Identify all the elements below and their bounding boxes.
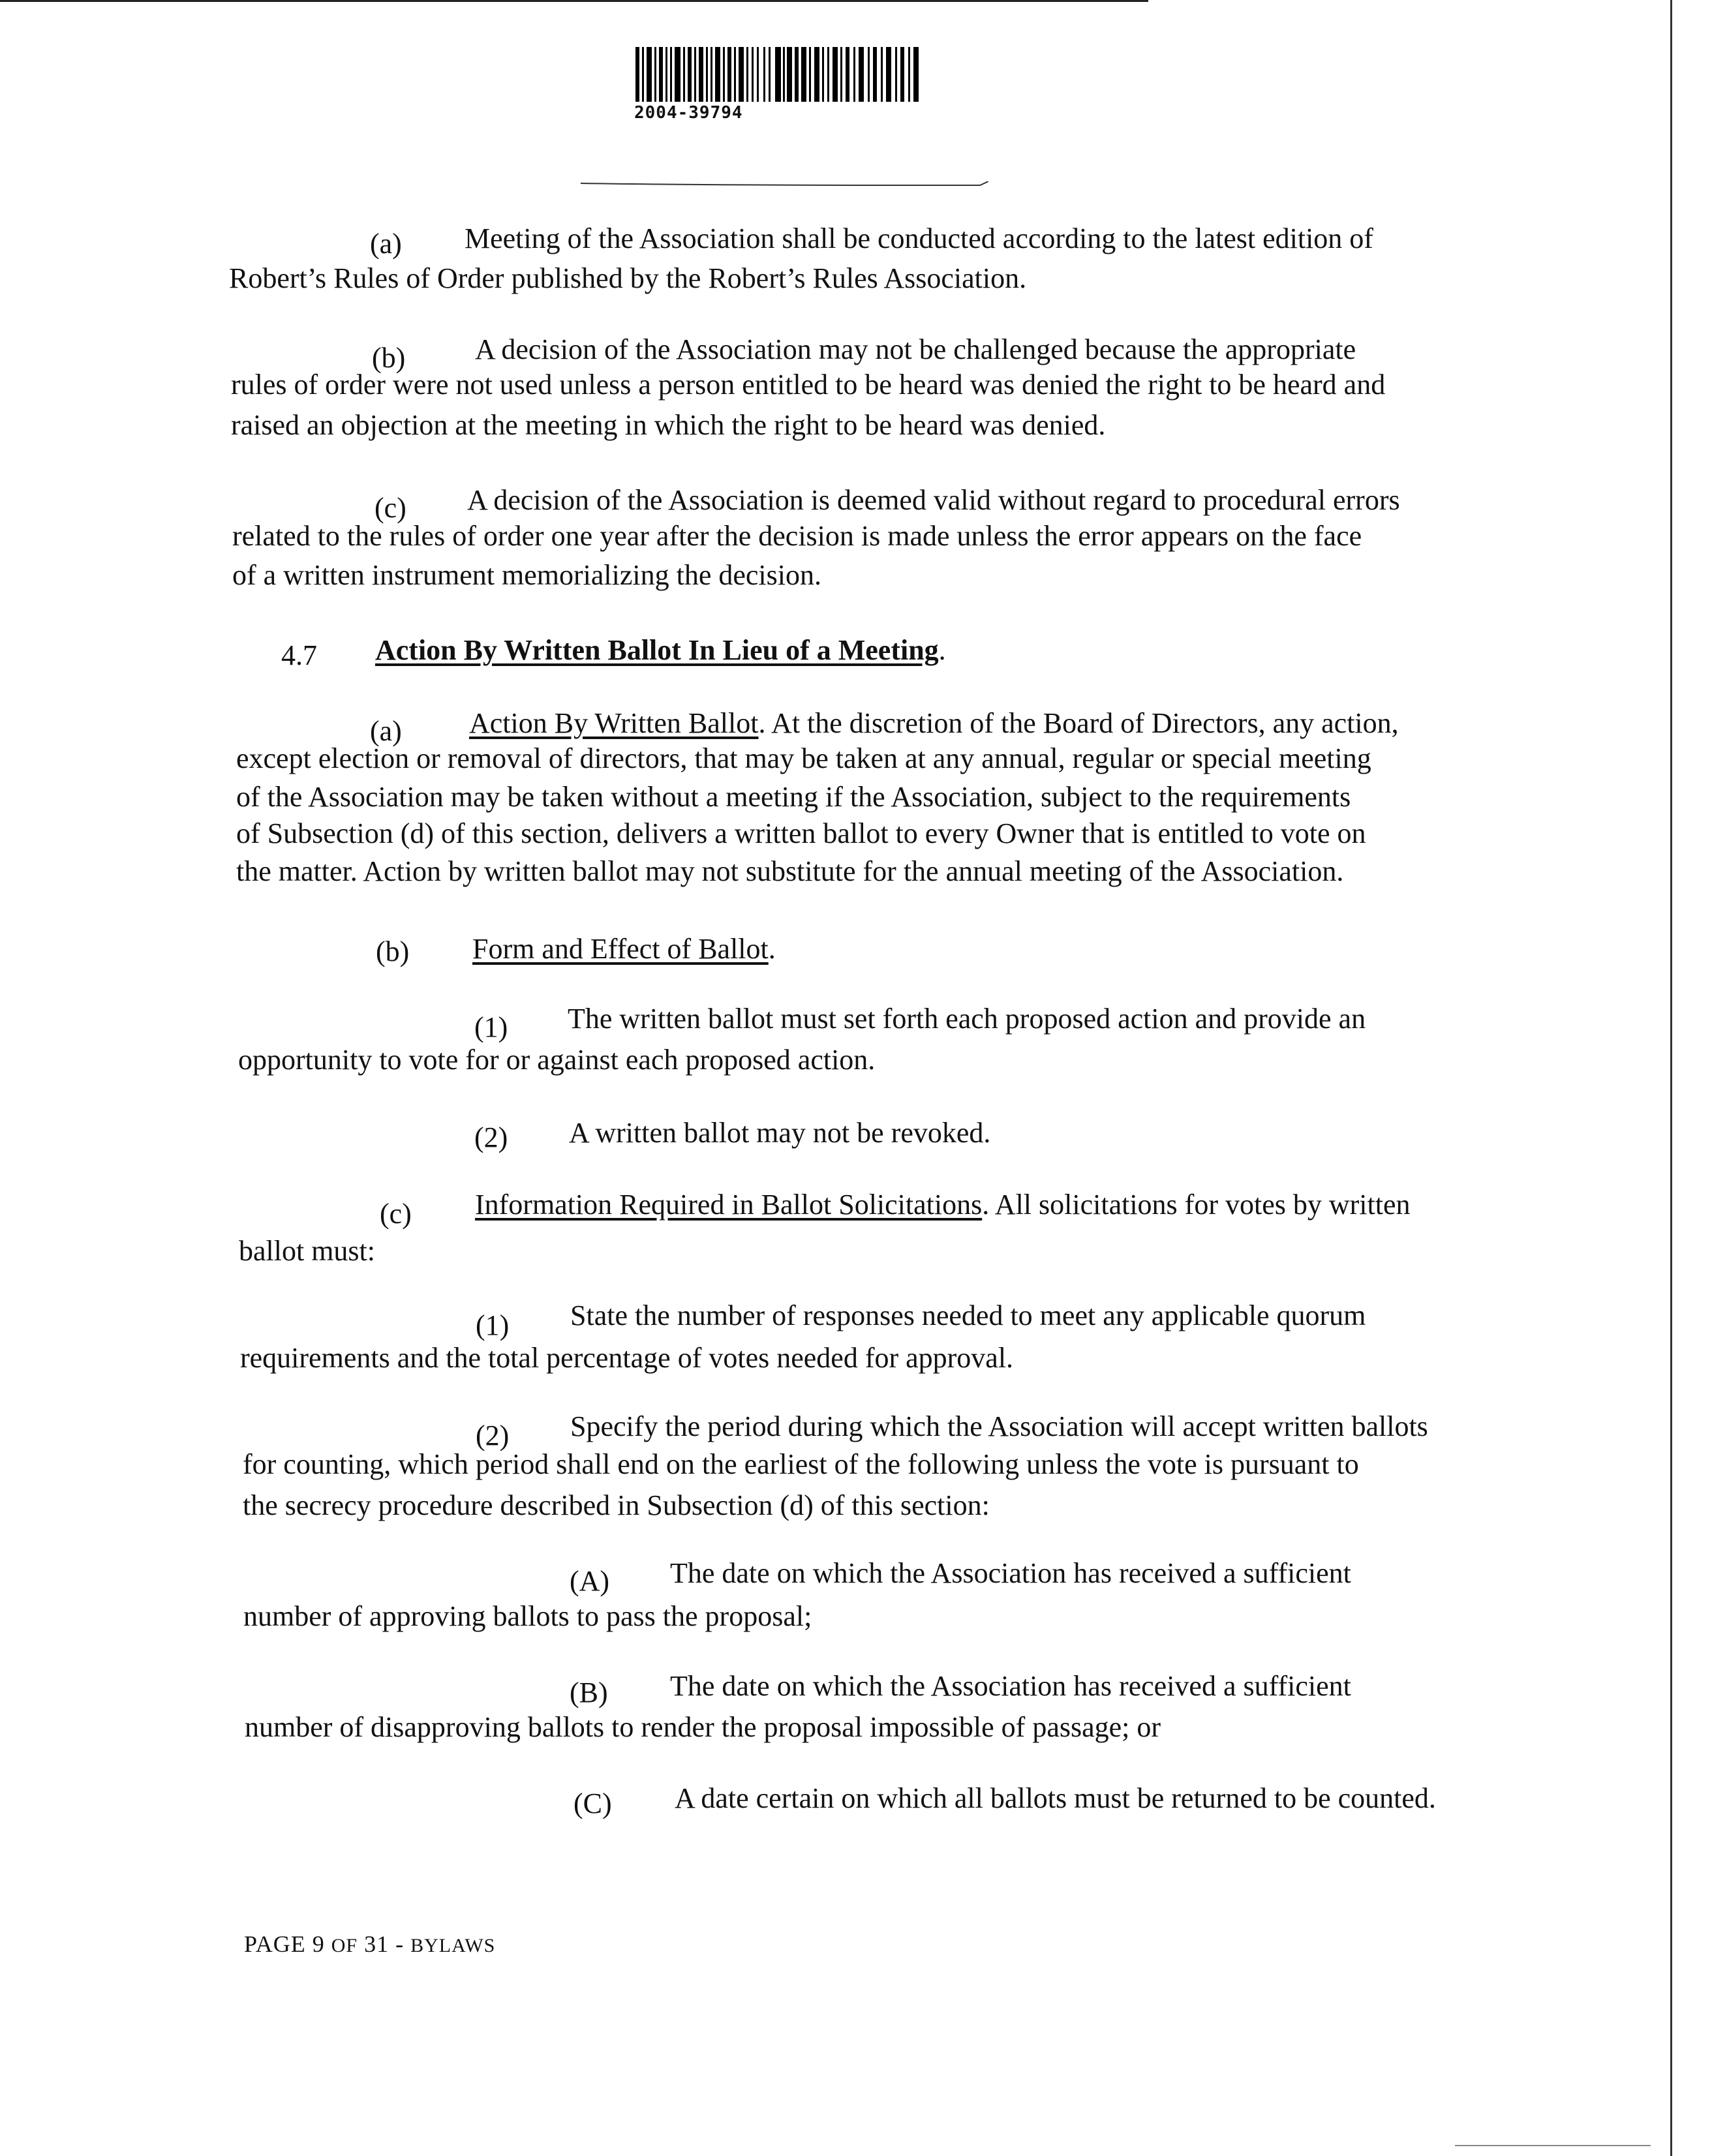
- s47-c-item1-line1: State the number of responses needed to meet any applicable quorum: [570, 1299, 1366, 1331]
- s47-b-item1-line2: opportunity to vote for or against each proposed action.: [238, 1044, 876, 1076]
- s47-c-item2-line1: Specify the period during which the Association will accept written ballots: [570, 1410, 1428, 1442]
- section-heading: [375, 636, 946, 665]
- para-c-line1: A decision of the Association is deemed valid without regard to procedural errors: [467, 484, 1400, 516]
- s47-a-line5: the matter. Action by written ballot may not substitute for the annual meeting of the Association.: [236, 855, 1344, 887]
- s47-b-heading-line: [472, 935, 776, 964]
- s47-b-heading-period: .: [768, 933, 776, 965]
- para-a-label: (a): [370, 228, 402, 260]
- footer-page-word: PAGE: [244, 1931, 306, 1957]
- document-id: 2004-39794: [634, 103, 743, 123]
- footer-page-total: 31: [364, 1931, 390, 1957]
- s47-c-item2-line3: the secrecy procedure described in Subsection (d) of this section:: [243, 1489, 990, 1521]
- s47-b-item1-label: (1): [474, 1011, 508, 1043]
- s47-c-item-A-line2: number of approving ballots to pass the proposal;: [243, 1600, 812, 1632]
- s47-b-item1-line1: The written ballot must set forth each proposed action and provide an: [568, 1003, 1366, 1035]
- para-c-line3: of a written instrument memorializing the decision.: [232, 559, 821, 591]
- s47-c-line1-text: . All solicitations for votes by written: [982, 1189, 1411, 1221]
- s47-c-item-B-label: (B): [570, 1677, 608, 1708]
- footer-separator: -: [395, 1931, 405, 1957]
- s47-a-line4: of Subsection (d) of this section, delivers a written ballot to every Owner that is entitled to vote on: [236, 817, 1366, 849]
- scan-top-edge: [0, 0, 1148, 2]
- barcode: [635, 47, 923, 102]
- para-b-line2: rules of order were not used unless a person entitled to be heard was denied the right to be heard and: [231, 369, 1386, 401]
- s47-c-item1-label: (1): [476, 1309, 510, 1341]
- s47-a-line2: except election or removal of directors, that may be taken at any annual, regular or special meeting: [236, 742, 1371, 774]
- s47-c-item2-label: (2): [476, 1420, 510, 1451]
- scan-right-edge: [1670, 0, 1672, 2156]
- para-c-line2: related to the rules of order one year after the decision is made unless the error appears on the face: [232, 520, 1362, 552]
- separator-line: [581, 181, 988, 190]
- s47-a-line1: [469, 709, 1399, 738]
- s47-c-item1-line2: requirements and the total percentage of votes needed for approval.: [240, 1342, 1014, 1374]
- para-b-label: (b): [372, 342, 406, 374]
- s47-c-item-C-label: (C): [573, 1787, 612, 1819]
- s47-c-heading: Information Required in Ballot Solicitations: [475, 1189, 983, 1221]
- s47-c-line1: [475, 1191, 1410, 1219]
- scan-bottom-mark: [1455, 2145, 1651, 2146]
- s47-b-item2-label: (2): [474, 1121, 508, 1153]
- para-a-line1: Meeting of the Association shall be conducted according to the latest edition of: [465, 222, 1373, 254]
- s47-c-line2: ballot must:: [239, 1235, 375, 1267]
- s47-c-item2-line2: for counting, which period shall end on the earliest of the following unless the vote is pursuant to: [243, 1448, 1359, 1480]
- s47-c-item-B-line1: The date on which the Association has received a sufficient: [670, 1670, 1351, 1702]
- footer-page-number: 9: [312, 1931, 325, 1957]
- s47-b-heading: Form and Effect of Ballot: [472, 933, 769, 965]
- s47-c-item-A-line1: The date on which the Association has received a sufficient: [670, 1557, 1351, 1589]
- section-number: 4.7: [281, 639, 317, 671]
- para-a-line2: Robert’s Rules of Order published by the Robert’s Rules Association.: [229, 262, 1027, 294]
- footer-of-word: OF: [331, 1935, 358, 1956]
- para-b-line1: A decision of the Association may not be challenged because the appropriate: [475, 333, 1356, 365]
- footer-doc-title: BYLAWS: [410, 1935, 496, 1956]
- s47-a-heading: Action By Written Ballot: [469, 707, 759, 739]
- s47-b-label: (b): [376, 935, 410, 967]
- section-title: Action By Written Ballot In Lieu of a Meeting: [375, 634, 939, 666]
- s47-c-label: (c): [380, 1198, 412, 1230]
- s47-a-line3: of the Association may be taken without a meeting if the Association, subject to the requirements: [236, 781, 1351, 813]
- para-b-line3: raised an objection at the meeting in which the right to be heard was denied.: [231, 409, 1106, 441]
- section-title-period: .: [938, 634, 946, 666]
- s47-a-line1-text: . At the discretion of the Board of Directors, any action,: [758, 707, 1399, 739]
- s47-a-label: (a): [370, 715, 402, 747]
- s47-c-item-C-line1: A date certain on which all ballots must be returned to be counted.: [675, 1782, 1436, 1814]
- s47-b-item2-line1: A written ballot may not be revoked.: [569, 1117, 991, 1149]
- page-footer: [244, 1930, 495, 1958]
- para-c-label: (c): [374, 492, 406, 524]
- s47-c-item-A-label: (A): [570, 1565, 610, 1597]
- s47-c-item-B-line2: number of disapproving ballots to render the proposal impossible of passage; or: [245, 1711, 1161, 1743]
